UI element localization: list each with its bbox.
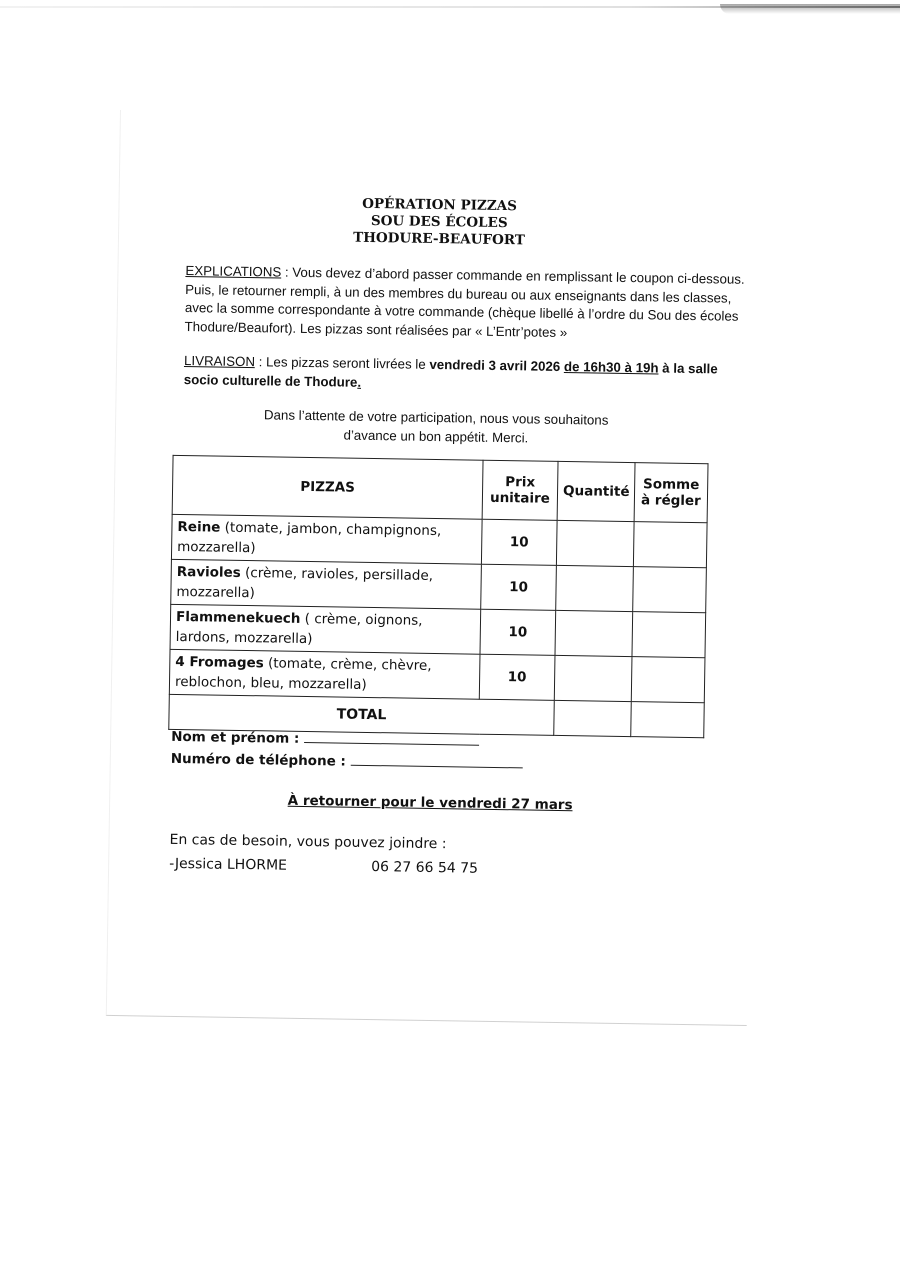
pizza-cell <box>170 604 481 654</box>
pizza-ingredients: (crème, ravioles, persillade, mozzarella) <box>176 564 434 602</box>
amount-cell[interactable] <box>631 657 705 703</box>
pizza-ingredients: ( crème, oignons, lardons, mozzarella) <box>175 610 423 648</box>
closing-line-1: Dans l’attente de votre participation, nous vous souhaitons <box>263 407 609 428</box>
contact-phone: 06 27 66 54 75 <box>371 859 479 877</box>
amount-cell[interactable] <box>632 612 706 658</box>
order-form-page <box>106 110 761 1026</box>
livraison-label: LIVRAISON <box>183 353 256 370</box>
pizza-name: Flammenekuech <box>175 608 301 627</box>
name-field <box>171 729 479 750</box>
pizza-ingredients: (tomate, jambon, champignons, mozzarella) <box>177 519 442 557</box>
total-label: TOTAL <box>169 694 555 735</box>
pizza-name: Ravioles <box>176 563 241 581</box>
total-amount-cell[interactable] <box>631 702 705 738</box>
quantity-cell[interactable] <box>554 655 632 701</box>
explications-paragraph <box>184 262 745 345</box>
pizza-cell <box>169 649 480 699</box>
name-input-line[interactable] <box>304 732 479 746</box>
pizza-price: 10 <box>480 609 556 655</box>
closing-line-2: d’avance un bon appétit. Merci. <box>343 427 529 446</box>
header-unit-price: Prix unitaire <box>482 460 558 520</box>
explications-label: EXPLICATIONS <box>185 263 282 280</box>
scan-edge-shadow <box>720 4 900 14</box>
title-line-3: THODURE-BEAUFORT <box>353 229 525 249</box>
header-quantity: Quantité <box>557 461 635 521</box>
pizza-name: 4 Fromages <box>175 653 264 672</box>
pizza-ingredients: (tomate, crème, chèvre, reblochon, bleu, mozzarella) <box>174 655 432 693</box>
pizza-price: 10 <box>479 654 555 700</box>
delivery-hours: de 16h30 à 19h <box>563 359 659 376</box>
total-quantity-cell[interactable] <box>554 700 632 736</box>
pizza-price: 10 <box>481 564 557 610</box>
quantity-cell[interactable] <box>556 565 634 611</box>
explications-text: : Vous devez d’abord passer commande en remplissant le coupon ci-dessous. Puis, le retourner rempli, à un des membres du bureau ou aux enseignants dans les classes, avec la somme correspondante à votre commande (chèque libellé à l’ordre du Sou des écoles Thodure/Beaufort). Les pizzas sont réalisées par « L’Entr’potes » <box>184 264 745 340</box>
delivery-date: vendredi 3 avril 2026 <box>429 356 561 374</box>
amount-cell[interactable] <box>633 567 707 613</box>
header-amount-due: Somme à régler <box>634 463 708 523</box>
phone-label: Numéro de téléphone : <box>170 750 347 770</box>
pizza-price: 10 <box>481 519 557 565</box>
return-deadline: À retourner pour le vendredi 27 mars <box>287 792 573 814</box>
quantity-cell[interactable] <box>556 520 634 566</box>
delivery-end: . <box>357 374 362 390</box>
contact-intro: En cas de besoin, vous pouvez joindre : <box>169 831 447 853</box>
phone-field <box>171 751 523 773</box>
amount-cell[interactable] <box>633 522 707 568</box>
pizza-cell <box>171 514 482 564</box>
pizza-cell <box>171 559 482 609</box>
contact-name: -Jessica LHORME <box>169 855 288 874</box>
livraison-text: : Les pizzas seront livrées le <box>254 354 430 372</box>
pizza-name: Reine <box>177 518 221 536</box>
header-pizzas: PIZZAS <box>172 455 483 519</box>
delivery-place: à la salle socio culturelle de Thodure <box>183 360 718 390</box>
quantity-cell[interactable] <box>555 610 633 656</box>
table-header-row <box>172 455 708 522</box>
name-label: Nom et prénom : <box>171 728 300 747</box>
phone-input-line[interactable] <box>351 755 523 769</box>
title-line-2: SOU DES ÉCOLES <box>370 212 508 232</box>
title-line-1: OPÉRATION PIZZAS <box>362 195 518 215</box>
order-table <box>168 455 708 738</box>
livraison-paragraph <box>184 352 745 398</box>
